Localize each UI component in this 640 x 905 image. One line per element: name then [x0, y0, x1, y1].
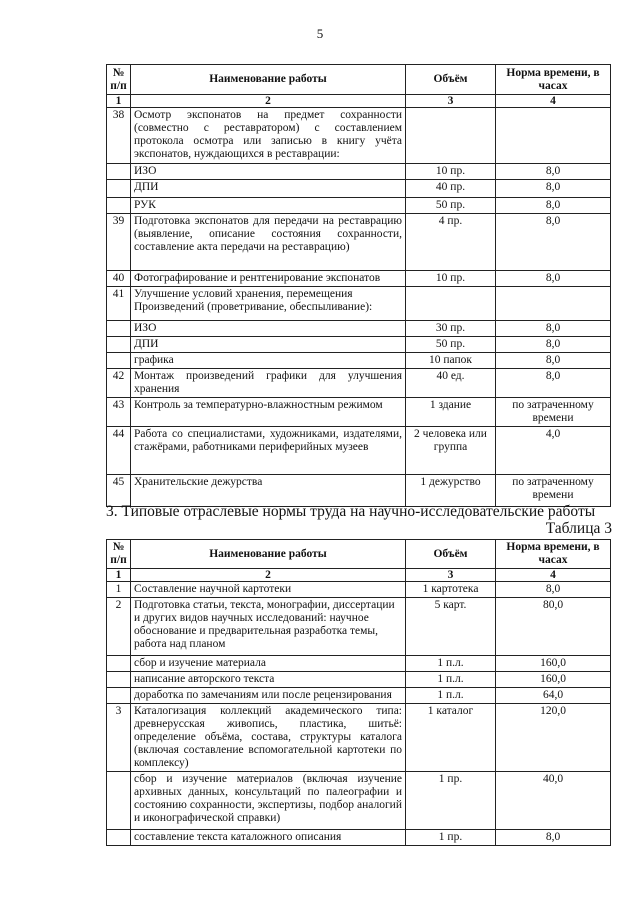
work-name: составление текста каталожного описания: [131, 830, 406, 846]
table-row: [107, 108, 611, 164]
time-norm: 8,0: [496, 271, 611, 287]
table-row: [107, 287, 611, 321]
work-name: Подготовка экспонатов для передачи на реставрацию (выявление, описание состояния сохранности, составление акта передачи на реставрацию): [131, 214, 406, 271]
work-name: Работа со специалистами, художниками, издателями, стажёрами, работниками периферийных музеев: [131, 427, 406, 475]
row-number: [107, 337, 131, 353]
row-number: [107, 180, 131, 198]
time-norm: 120,0: [496, 704, 611, 772]
work-name: Фотографирование и рентгенирование экспонатов: [131, 271, 406, 287]
work-volume: 10 пр.: [406, 271, 496, 287]
time-norm: 8,0: [496, 337, 611, 353]
table-row: [107, 672, 611, 688]
work-name: Каталогизация коллекций академического типа: древнерусская живопись, пластика, шитьё: определение объёма, состава, структуры каталога (включая составление вспомогательной картотеки по комплексу): [131, 704, 406, 772]
time-norm: [496, 108, 611, 164]
work-volume: 40 пр.: [406, 180, 496, 198]
time-norm: 160,0: [496, 656, 611, 672]
time-norm: по затраченному времени: [496, 475, 611, 507]
work-volume: 1 п.л.: [406, 672, 496, 688]
col-number: 4: [496, 95, 611, 108]
work-name: Улучшение условий хранения, перемещения Произведений (проветривание, обеспыливание):: [131, 287, 406, 321]
time-norm: 8,0: [496, 164, 611, 180]
work-name: РУК: [131, 198, 406, 214]
work-volume: 50 пр.: [406, 198, 496, 214]
header-name: Наименование работы: [131, 540, 406, 569]
table-row: [107, 271, 611, 287]
work-name: Контроль за температурно-влажностным режимом: [131, 398, 406, 427]
work-name: доработка по замечаниям или после рецензирования: [131, 688, 406, 704]
table-row: [107, 427, 611, 475]
time-norm: 8,0: [496, 353, 611, 369]
work-name: Составление научной картотеки: [131, 582, 406, 598]
row-number: [107, 353, 131, 369]
header-num: № п/п: [107, 540, 131, 569]
header-num: № п/п: [107, 65, 131, 95]
row-number: [107, 656, 131, 672]
time-norm: 8,0: [496, 198, 611, 214]
table-row: [107, 337, 611, 353]
table-row: [107, 214, 611, 271]
table-row: [107, 475, 611, 507]
time-norm: 40,0: [496, 772, 611, 830]
col-number: 3: [406, 569, 496, 582]
time-norm: 80,0: [496, 598, 611, 656]
table-caption: Таблица 3: [545, 520, 612, 537]
row-number: [107, 772, 131, 830]
time-norm: 8,0: [496, 321, 611, 337]
row-number: [107, 164, 131, 180]
row-number: 43: [107, 398, 131, 427]
col-number: 1: [107, 95, 131, 108]
work-name: написание авторского текста: [131, 672, 406, 688]
header-name: Наименование работы: [131, 65, 406, 95]
time-norm: 4,0: [496, 427, 611, 475]
work-volume: [406, 287, 496, 321]
row-number: 1: [107, 582, 131, 598]
time-norm: по затраченному времени: [496, 398, 611, 427]
col-number: 4: [496, 569, 611, 582]
time-norm: 8,0: [496, 830, 611, 846]
row-number: [107, 672, 131, 688]
row-number: 3: [107, 704, 131, 772]
work-volume: 4 пр.: [406, 214, 496, 271]
work-volume: 1 здание: [406, 398, 496, 427]
work-volume: 1 дежурство: [406, 475, 496, 507]
work-volume: 50 пр.: [406, 337, 496, 353]
time-norm: 8,0: [496, 369, 611, 398]
table-row: [107, 830, 611, 846]
row-number: 39: [107, 214, 131, 271]
work-volume: [406, 108, 496, 164]
section-title: 3. Типовые отраслевые нормы труда на научно-исследовательские работы: [106, 503, 596, 520]
col-number: 2: [131, 569, 406, 582]
row-number: 38: [107, 108, 131, 164]
work-norms-table-2: [106, 64, 611, 507]
time-norm: 160,0: [496, 672, 611, 688]
row-number: [107, 688, 131, 704]
work-volume: 1 каталог: [406, 704, 496, 772]
row-number: 42: [107, 369, 131, 398]
time-norm: 8,0: [496, 180, 611, 198]
time-norm: 8,0: [496, 214, 611, 271]
work-volume: 2 человека или группа: [406, 427, 496, 475]
work-name: ИЗО: [131, 164, 406, 180]
work-volume: 1 п.л.: [406, 688, 496, 704]
work-volume: 40 ед.: [406, 369, 496, 398]
work-volume: 30 пр.: [406, 321, 496, 337]
header-volume: Объём: [406, 540, 496, 569]
header-norm: Норма времени, в часах: [496, 65, 611, 95]
table-row: [107, 598, 611, 656]
work-name: Хранительские дежурства: [131, 475, 406, 507]
work-volume: 10 пр.: [406, 164, 496, 180]
col-number: 3: [406, 95, 496, 108]
work-volume: 10 папок: [406, 353, 496, 369]
row-number: [107, 198, 131, 214]
table-row: [107, 704, 611, 772]
time-norm: 8,0: [496, 582, 611, 598]
table-row: [107, 582, 611, 598]
col-number: 2: [131, 95, 406, 108]
page-number: 5: [316, 26, 324, 41]
row-number: 40: [107, 271, 131, 287]
row-number: 44: [107, 427, 131, 475]
work-volume: 1 пр.: [406, 830, 496, 846]
row-number: [107, 830, 131, 846]
table-row: [107, 321, 611, 337]
table-row: [107, 398, 611, 427]
row-number: [107, 321, 131, 337]
table-row: [107, 688, 611, 704]
work-name: ДПИ: [131, 180, 406, 198]
table-row: [107, 164, 611, 180]
work-name: ДПИ: [131, 337, 406, 353]
row-number: 41: [107, 287, 131, 321]
table-row: [107, 656, 611, 672]
work-name: сбор и изучение материала: [131, 656, 406, 672]
work-volume: 1 п.л.: [406, 656, 496, 672]
work-name: Осмотр экспонатов на предмет сохранности (совместно с реставратором) с составлением протокола осмотра или записью в книгу учёта экспонатов, нуждающихся в реставрации:: [131, 108, 406, 164]
row-number: 2: [107, 598, 131, 656]
work-name: сбор и изучение материалов (включая изучение архивных данных, консультаций по палеографии и состоянию сохранности, экспертизы, подбор аналогий и иконографической справки): [131, 772, 406, 830]
research-norms-table-3: [106, 539, 611, 846]
work-name: Подготовка статьи, текста, монографии, диссертации и других видов научных исследований: научное обоснование и предварительная разработка темы, работа над планом: [131, 598, 406, 656]
time-norm: [496, 287, 611, 321]
time-norm: 64,0: [496, 688, 611, 704]
work-volume: 1 пр.: [406, 772, 496, 830]
work-name: графика: [131, 353, 406, 369]
header-volume: Объём: [406, 65, 496, 95]
header-norm: Норма времени, в часах: [496, 540, 611, 569]
work-name: ИЗО: [131, 321, 406, 337]
work-name: Монтаж произведений графики для улучшения хранения: [131, 369, 406, 398]
table-row: [107, 369, 611, 398]
table-row: [107, 180, 611, 198]
col-number: 1: [107, 569, 131, 582]
work-volume: 5 карт.: [406, 598, 496, 656]
row-number: 45: [107, 475, 131, 507]
table-row: [107, 353, 611, 369]
table-row: [107, 198, 611, 214]
work-volume: 1 картотека: [406, 582, 496, 598]
table-row: [107, 772, 611, 830]
